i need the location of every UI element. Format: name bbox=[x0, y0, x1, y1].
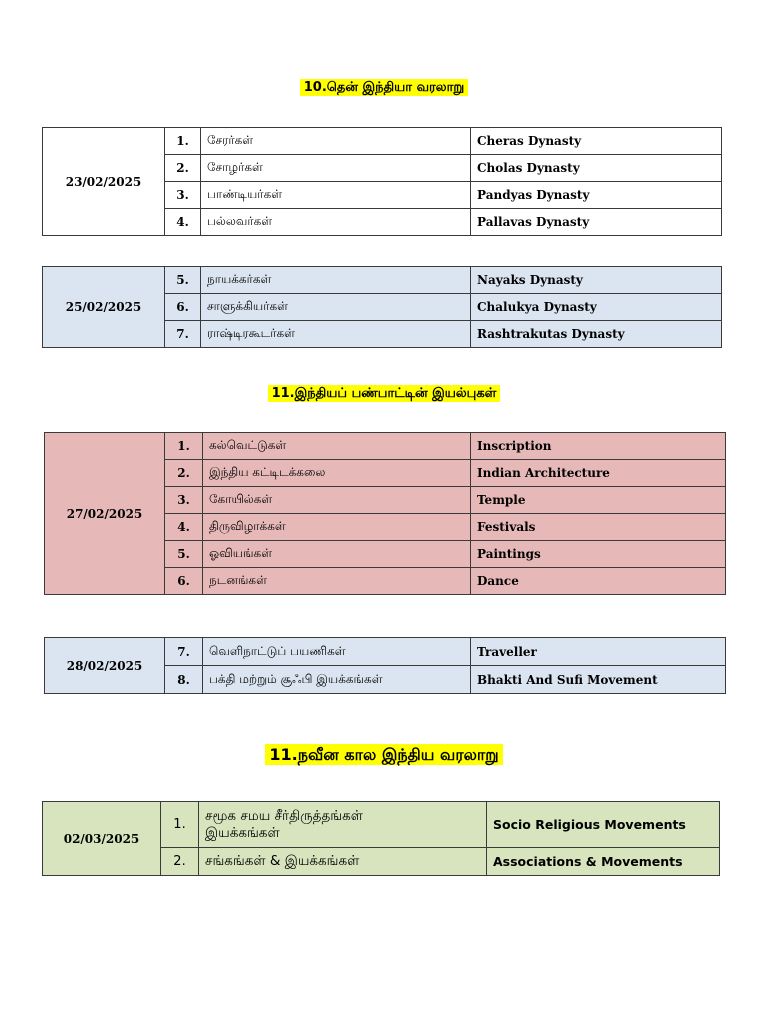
english-topic: Temple bbox=[471, 487, 726, 514]
english-topic: Inscription bbox=[471, 433, 726, 460]
tamil-topic: ராஷ்டிரகூடர்கள் bbox=[201, 321, 471, 348]
schedule-table-27-02 bbox=[44, 432, 726, 595]
tamil-topic: சாளுக்கியர்கள் bbox=[201, 294, 471, 321]
schedule-table-23-02 bbox=[42, 127, 722, 236]
date-cell: 23/02/2025 bbox=[43, 128, 165, 236]
section-heading-indian-culture bbox=[0, 386, 768, 402]
row-number: 8. bbox=[165, 666, 203, 694]
english-topic: Socio Religious Movements bbox=[487, 802, 720, 848]
tamil-topic-line2: இயக்கங்கள் bbox=[205, 824, 280, 841]
row-number: 5. bbox=[165, 541, 203, 568]
table-row bbox=[43, 267, 722, 294]
row-number: 6. bbox=[165, 294, 201, 321]
tamil-topic: நாயக்கர்கள் bbox=[201, 267, 471, 294]
row-number: 2. bbox=[165, 155, 201, 182]
row-number: 3. bbox=[165, 182, 201, 209]
english-topic: Cholas Dynasty bbox=[471, 155, 722, 182]
english-topic: Associations & Movements bbox=[487, 848, 720, 876]
tamil-topic: நடனங்கள் bbox=[203, 568, 471, 595]
english-topic: Nayaks Dynasty bbox=[471, 267, 722, 294]
english-topic: Pallavas Dynasty bbox=[471, 209, 722, 236]
tamil-topic: பக்தி மற்றும் சூஃபி இயக்கங்கள் bbox=[203, 666, 471, 694]
tamil-topic: கல்வெட்டுகள் bbox=[203, 433, 471, 460]
tamil-topic: திருவிழாக்கள் bbox=[203, 514, 471, 541]
english-topic: Bhakti And Sufi Movement bbox=[471, 666, 726, 694]
english-topic: Festivals bbox=[471, 514, 726, 541]
section-heading-south-india bbox=[0, 80, 768, 96]
row-number: 5. bbox=[165, 267, 201, 294]
english-topic: Chalukya Dynasty bbox=[471, 294, 722, 321]
tamil-topic: வெளிநாட்டுப் பயணிகள் bbox=[203, 638, 471, 666]
tamil-topic: கோயில்கள் bbox=[203, 487, 471, 514]
english-topic: Traveller bbox=[471, 638, 726, 666]
section-heading-text: 11.நவீன கால இந்திய வரலாறு bbox=[265, 744, 502, 765]
english-topic: Pandyas Dynasty bbox=[471, 182, 722, 209]
date-cell: 27/02/2025 bbox=[45, 433, 165, 595]
english-topic: Cheras Dynasty bbox=[471, 128, 722, 155]
section-heading-modern-india bbox=[0, 745, 768, 766]
date-cell: 28/02/2025 bbox=[45, 638, 165, 694]
table-row bbox=[45, 638, 726, 666]
row-number: 2. bbox=[165, 460, 203, 487]
tamil-topic: சேரர்கள் bbox=[201, 128, 471, 155]
row-number: 6. bbox=[165, 568, 203, 595]
row-number: 1. bbox=[165, 128, 201, 155]
english-topic: Paintings bbox=[471, 541, 726, 568]
english-topic: Indian Architecture bbox=[471, 460, 726, 487]
row-number: 1. bbox=[165, 433, 203, 460]
tamil-topic: ஓவியங்கள் bbox=[203, 541, 471, 568]
english-topic: Rashtrakutas Dynasty bbox=[471, 321, 722, 348]
row-number: 2. bbox=[161, 848, 199, 876]
schedule-table-28-02 bbox=[44, 637, 726, 694]
tamil-topic: சோழர்கள் bbox=[201, 155, 471, 182]
tamil-topic: பாண்டியர்கள் bbox=[201, 182, 471, 209]
date-cell: 25/02/2025 bbox=[43, 267, 165, 348]
schedule-table-02-03 bbox=[42, 801, 720, 876]
tamil-topic: சங்கங்கள் & இயக்கங்கள் bbox=[199, 848, 487, 876]
tamil-topic: பல்லவர்கள் bbox=[201, 209, 471, 236]
schedule-table-25-02 bbox=[42, 266, 722, 348]
row-number: 4. bbox=[165, 514, 203, 541]
section-heading-text: 10.தென் இந்தியா வரலாறு bbox=[300, 79, 468, 96]
date-cell: 02/03/2025 bbox=[43, 802, 161, 876]
table-row bbox=[45, 433, 726, 460]
row-number: 1. bbox=[161, 802, 199, 848]
row-number: 4. bbox=[165, 209, 201, 236]
tamil-topic-line1: சமூக சமய சீர்திருத்தங்கள் bbox=[205, 807, 363, 824]
table-row bbox=[43, 802, 720, 848]
tamil-topic: இந்திய கட்டிடக்கலை bbox=[203, 460, 471, 487]
row-number: 7. bbox=[165, 321, 201, 348]
row-number: 7. bbox=[165, 638, 203, 666]
row-number: 3. bbox=[165, 487, 203, 514]
section-heading-text: 11.இந்தியப் பண்பாட்டின் இயல்புகள் bbox=[268, 385, 501, 402]
english-topic: Dance bbox=[471, 568, 726, 595]
table-row bbox=[43, 128, 722, 155]
tamil-topic bbox=[199, 802, 487, 848]
